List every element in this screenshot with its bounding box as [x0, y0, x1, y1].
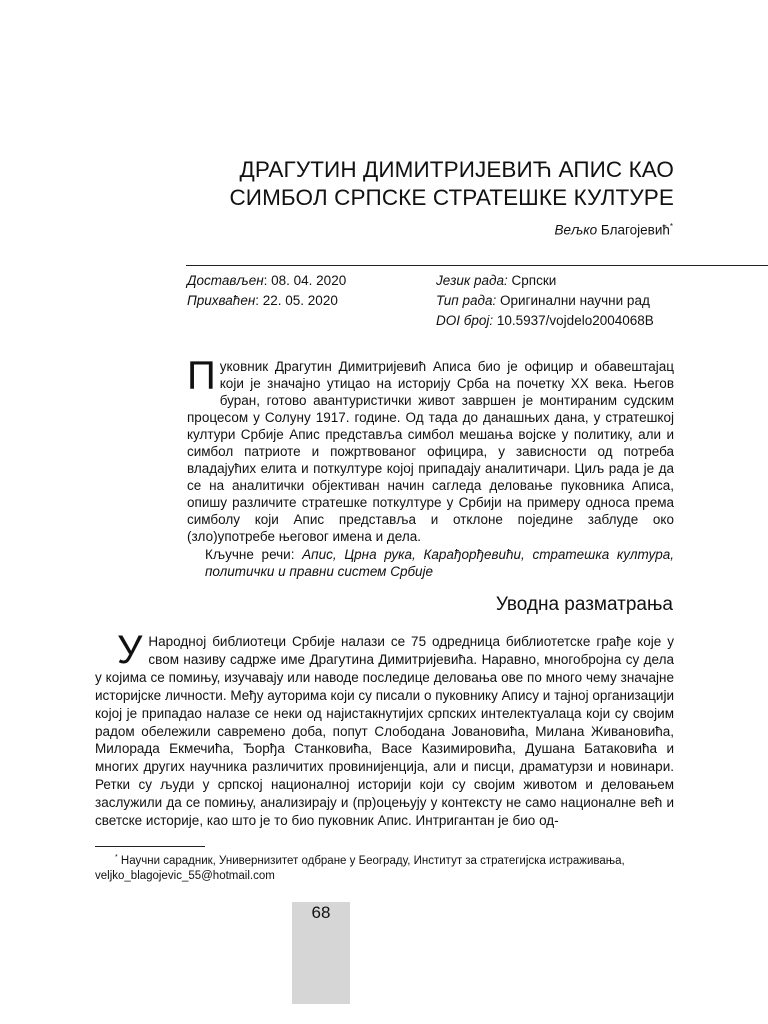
article-title — [150, 156, 674, 212]
accepted-label: Прихваћен — [187, 293, 256, 308]
received-value: : 08. 04. 2020 — [263, 273, 347, 288]
meta-dates — [187, 271, 346, 311]
received-label: Достављен — [187, 273, 264, 288]
abstract — [187, 354, 674, 545]
author-last-name: Благојевић — [597, 222, 670, 238]
footnote-mark: * — [115, 854, 118, 861]
body-dropcap: У — [117, 628, 143, 672]
footnote-line-1 — [95, 850, 695, 869]
footnote — [95, 850, 695, 884]
title-line-2: СИМБОЛ СРПСКЕ СТРАТЕШКЕ КУЛТУРЕ — [229, 185, 674, 210]
accepted-date — [187, 291, 346, 311]
section-heading: Уводна разматрања — [495, 594, 673, 615]
keywords-label: Кључне речи: — [205, 547, 303, 562]
doi-value: 10.5937/vojdelo2004068B — [493, 313, 654, 328]
footnote-email: veljko_blagojevic_55@hotmail.com — [95, 869, 275, 882]
language-row — [436, 271, 654, 291]
keywords — [205, 546, 674, 580]
body-paragraph — [95, 628, 674, 830]
language-value: Српски — [507, 273, 557, 288]
type-row — [436, 291, 654, 311]
type-value: Оригинални научни рад — [496, 293, 650, 308]
doi-label: DOI број: — [436, 313, 494, 328]
footnote-affiliation: Научни сарадник, Универнизитет одбране у Београду, Институт за стратегијска истраживања, — [117, 854, 625, 867]
footnote-divider — [95, 846, 205, 847]
doi-row — [436, 311, 654, 331]
abstract-text: уковник Драгутин Димитријевић Аписа био је официр и обавештајац који је значајно утицао на историју Срба на почетку XX века. Његов буран, готово авантуристички живот завршен је монтираним судским процесом у Солуну 1917. године. Од тада до данашњих дана, у стратешкој култури Србије Апис представља симбол мешања војске у политику, али и симбол патриоте и пожртвованог официра, у зависности од потреба владајућих елита и поткултуре којој припадају аналитичари. Циљ рада је да се на аналитички објективан начин сагледа деловање пуковника Аписа, опишу различите стратешке поткултуре у Србији на примеру односа према симболу који Апис представља и отклоне поједине заблуде око (зло)употребе његовог имена и дела. — [187, 359, 674, 544]
keywords-list: Апис, Црна рука, Карађорђевићи, стратешка култура, политички и правни систем Србије — [205, 547, 674, 579]
title-line-1: ДРАГУТИН ДИМИТРИЈЕВИЋ АПИС КАО — [239, 157, 674, 182]
language-label: Језик рада: — [436, 273, 508, 288]
received-date — [187, 271, 346, 291]
author-name — [554, 222, 673, 238]
author-first-name: Вељко — [554, 222, 598, 238]
meta-divider — [186, 265, 768, 266]
abstract-dropcap: П — [187, 354, 216, 398]
accepted-value: : 22. 05. 2020 — [255, 293, 338, 308]
meta-paper-info — [436, 271, 654, 331]
type-label: Тип рада: — [436, 293, 497, 308]
page-number: 68 — [311, 903, 331, 922]
author-footnote-mark: * — [669, 222, 673, 231]
body-text: Народној библиотеци Србије налази се 75 одредница библиотетске грађе које у свом називу садрже име Драгутина Димитријевића. Наравно, многобројна су дела у којима се помињу, изучавају или наводе последице деловања ове по много чему значајне историјске личности. Међу ауторима који су писали о пуковнику Апису и тајној организацији којој је припадао налазе се неки од најистакнутијих српских интелектуалаца који су својим радом обележили савремено доба, попут Слободана Јовановића, Милана Живановића, Милорада Екмечића, Ђорђа Станковића, Васе Казимировића, Душана Батаковића и многих других научника различитих провинијенција, али и писци, драматурзи и новинари. Ретки су људи у српској националној историји који су својим животом и деловањем заслужили да се помињу, анализирају и (пр)оцењују у контексту не само националне већ и светске историје, као што је то био пуковник Апис. Интригантан је био од- — [95, 634, 674, 829]
